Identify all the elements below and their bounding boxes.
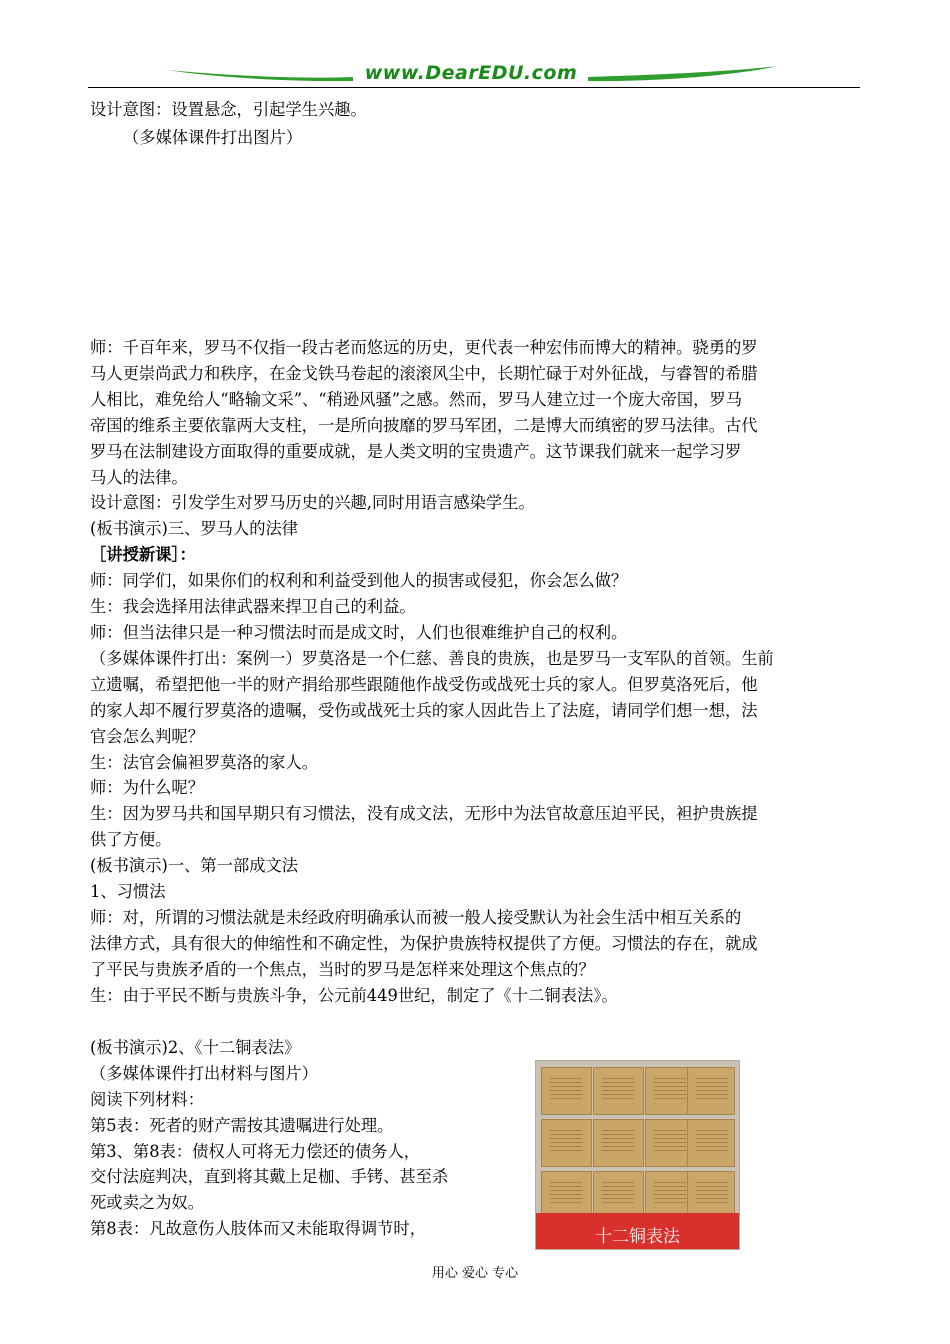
- text-line: 生：法官会偏袒罗莫洛的家人。: [90, 753, 318, 772]
- text-line: (板书演示)三、罗马人的法律: [90, 519, 299, 538]
- text-line: （多媒体课件打出图片）: [123, 128, 303, 147]
- text-line: 师：千百年来，罗马不仅指一段古老而悠远的历史，更代表一种宏伟而博大的精神。骁勇的罗: [90, 338, 758, 357]
- bronze-tablet: [593, 1119, 644, 1167]
- text-line: 1、习惯法: [90, 882, 166, 901]
- text-line: 第3、第8表：债权人可将无力偿还的债务人，: [90, 1142, 421, 1161]
- bronze-tablet: [541, 1171, 592, 1219]
- text-line: (板书演示)一、第一部成文法: [90, 856, 299, 875]
- bronze-tablet: [541, 1067, 592, 1115]
- text-line: 供了方便。: [90, 830, 172, 849]
- text-line: 了平民与贵族矛盾的一个焦点，当时的罗马是怎样来处理这个焦点的？: [90, 960, 595, 979]
- site-url: www.DearEDU.com: [364, 62, 578, 84]
- text-line: 法律方式，具有很大的伸缩性和不确定性，为保护贵族特权提供了方便。习惯法的存在，就成: [90, 934, 758, 953]
- text-line: 师：对，所谓的习惯法就是未经政府明确承认而被一般人接受默认为社会生活中相互关系的: [90, 908, 742, 927]
- bronze-tablet: [687, 1119, 735, 1167]
- bronze-tablet: [687, 1067, 735, 1115]
- text-line: 第5表：死者的财产需按其遗嘱进行处理。: [90, 1116, 394, 1135]
- text-line: 人相比，难免给人“略输文采”、“稍逊风骚”之感。然而，罗马人建立过一个庞大帝国，罗马: [90, 390, 742, 409]
- header-divider: [88, 87, 860, 88]
- text-line: 师：为什么呢？: [90, 778, 204, 797]
- text-line: 交付法庭判决，直到将其戴上足枷、手铐、甚至杀: [90, 1167, 449, 1186]
- bronze-tablet: [687, 1171, 735, 1219]
- twelve-tables-image: [535, 1060, 740, 1250]
- text-line: (板书演示)2、《十二铜表法》: [90, 1038, 301, 1057]
- text-line: 生：我会选择用法律武器来捍卫自己的利益。: [90, 597, 416, 616]
- text-line: 帝国的维系主要依靠两大支柱，一是所向披靡的罗马军团，二是博大而缜密的罗马法律。古代: [90, 416, 758, 435]
- site-header-banner: [168, 62, 868, 90]
- figure-caption: 十二铜表法: [595, 1227, 680, 1247]
- bronze-tablet: [593, 1171, 644, 1219]
- text-line: 马人的法律。: [90, 468, 188, 487]
- text-line: 师：同学们，如果你们的权利和利益受到他人的损害或侵犯，你会怎么做？: [90, 571, 628, 590]
- text-line: 师：但当法律只是一种习惯法时而是成文时，人们也很难维护自己的权利。: [90, 623, 628, 642]
- bronze-tablet: [593, 1067, 644, 1115]
- text-line: 生：由于平民不断与贵族斗争，公元前449世纪，制定了《十二铜表法》。: [90, 986, 618, 1005]
- text-line: 设计意图：引发学生对罗马历史的兴趣,同时用语言感染学生。: [90, 493, 535, 512]
- text-line: （多媒体课件打出：案例一）罗莫洛是一个仁慈、善良的贵族，也是罗马一支军队的首领。生前: [90, 649, 774, 668]
- text-line: 第8表：凡故意伤人肢体而又未能取得调节时，: [90, 1219, 426, 1238]
- text-line: 马人更崇尚武力和秩序，在金戈铁马卷起的滚滚风尘中，长期忙碌于对外征战，与睿智的希腊: [90, 364, 758, 383]
- text-line: 立遗嘱，希望把他一半的财产捐给那些跟随他作战受伤或战死士兵的家人。但罗莫洛死后，他: [90, 675, 758, 694]
- text-line: 的家人却不履行罗莫洛的遗嘱，受伤或战死士兵的家人因此告上了法庭，请同学们想一想，法: [90, 701, 758, 720]
- text-line: （多媒体课件打出材料与图片）: [90, 1064, 318, 1083]
- page-footer: 用心 爱心 专心: [431, 1266, 519, 1281]
- text-line: 设计意图：设置悬念，引起学生兴趣。: [90, 100, 367, 119]
- bronze-tablet: [541, 1119, 592, 1167]
- text-line: 罗马在法制建设方面取得的重要成就，是人类文明的宝贵遗产。这节课我们就来一起学习罗: [90, 442, 742, 461]
- text-line: 官会怎么判呢？: [90, 727, 204, 746]
- text-line: 阅读下列材料：: [90, 1090, 204, 1109]
- text-line: 死或卖之为奴。: [90, 1193, 204, 1212]
- section-heading: ［讲授新课］：: [90, 545, 196, 564]
- text-line: 生：因为罗马共和国早期只有习惯法，没有成文法，无形中为法官故意压迫平民，袒护贵族提: [90, 804, 758, 823]
